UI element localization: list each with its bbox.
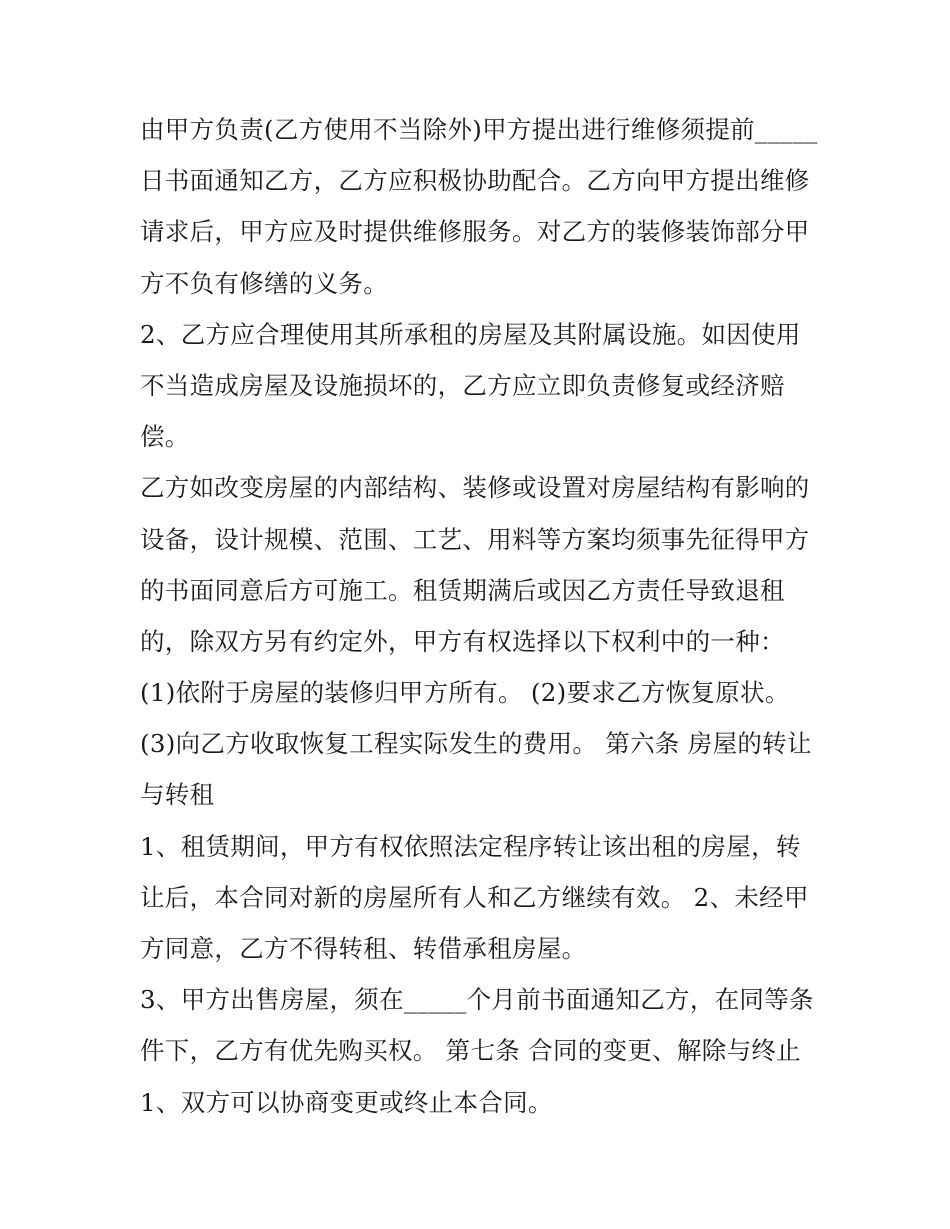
- text-line: 偿。: [140, 422, 190, 452]
- text-line: 方同意，乙方不得转租、转借承租房屋。: [140, 934, 587, 963]
- text-line: 方不负有修缮的义务。: [140, 268, 388, 298]
- text-line: 与转租: [140, 780, 215, 810]
- text-line: 请求后，甲方应及时提供维修服务。对乙方的装修装饰部分甲: [140, 217, 810, 247]
- text-line: 让后，本合同对新的房屋所有人和乙方继续有效。 2、未经甲: [140, 882, 809, 912]
- contract-text-body: [140, 104, 820, 1128]
- text-line: 不当造成房屋及设施损坏的，乙方应立即负责修复或经济赔: [140, 370, 785, 400]
- text-line: 3、甲方出售房屋，须在_____个月前书面通知乙方，在同等条: [140, 985, 814, 1015]
- text-line: (1)依附于房屋的装修归甲方所有。 (2)要求乙方恢复原状。: [140, 678, 790, 708]
- text-line: 的，除双方另有约定外，甲方有权选择以下权利中的一种：: [140, 626, 785, 656]
- text-line: 由甲方负责(乙方使用不当除外)甲方提出进行维修须提前_____: [140, 115, 818, 144]
- text-line: 1、租赁期间，甲方有权依照法定程序转让该出租的房屋，转: [140, 831, 801, 861]
- text-line: 的书面同意后方可施工。租赁期满后或因乙方责任导致退租: [140, 575, 785, 605]
- text-line: (3)向乙方收取恢复工程实际发生的费用。 第六条 房屋的转让: [140, 729, 812, 759]
- text-line: 1、双方可以协商变更或终止本合同。: [140, 1087, 553, 1117]
- text-line: 日书面通知乙方，乙方应积极协助配合。乙方向甲方提出维修: [140, 166, 810, 196]
- text-line: 件下，乙方有优先购买权。 第七条 合同的变更、解除与终止: [140, 1036, 801, 1066]
- text-line: 2、乙方应合理使用其所承租的房屋及其附属设施。如因使用: [140, 319, 801, 349]
- text-line: 设备，设计规模、范围、工艺、用料等方案均须事先征得甲方: [140, 524, 810, 554]
- text-line: 乙方如改变房屋的内部结构、装修或设置对房屋结构有影响的: [140, 473, 810, 503]
